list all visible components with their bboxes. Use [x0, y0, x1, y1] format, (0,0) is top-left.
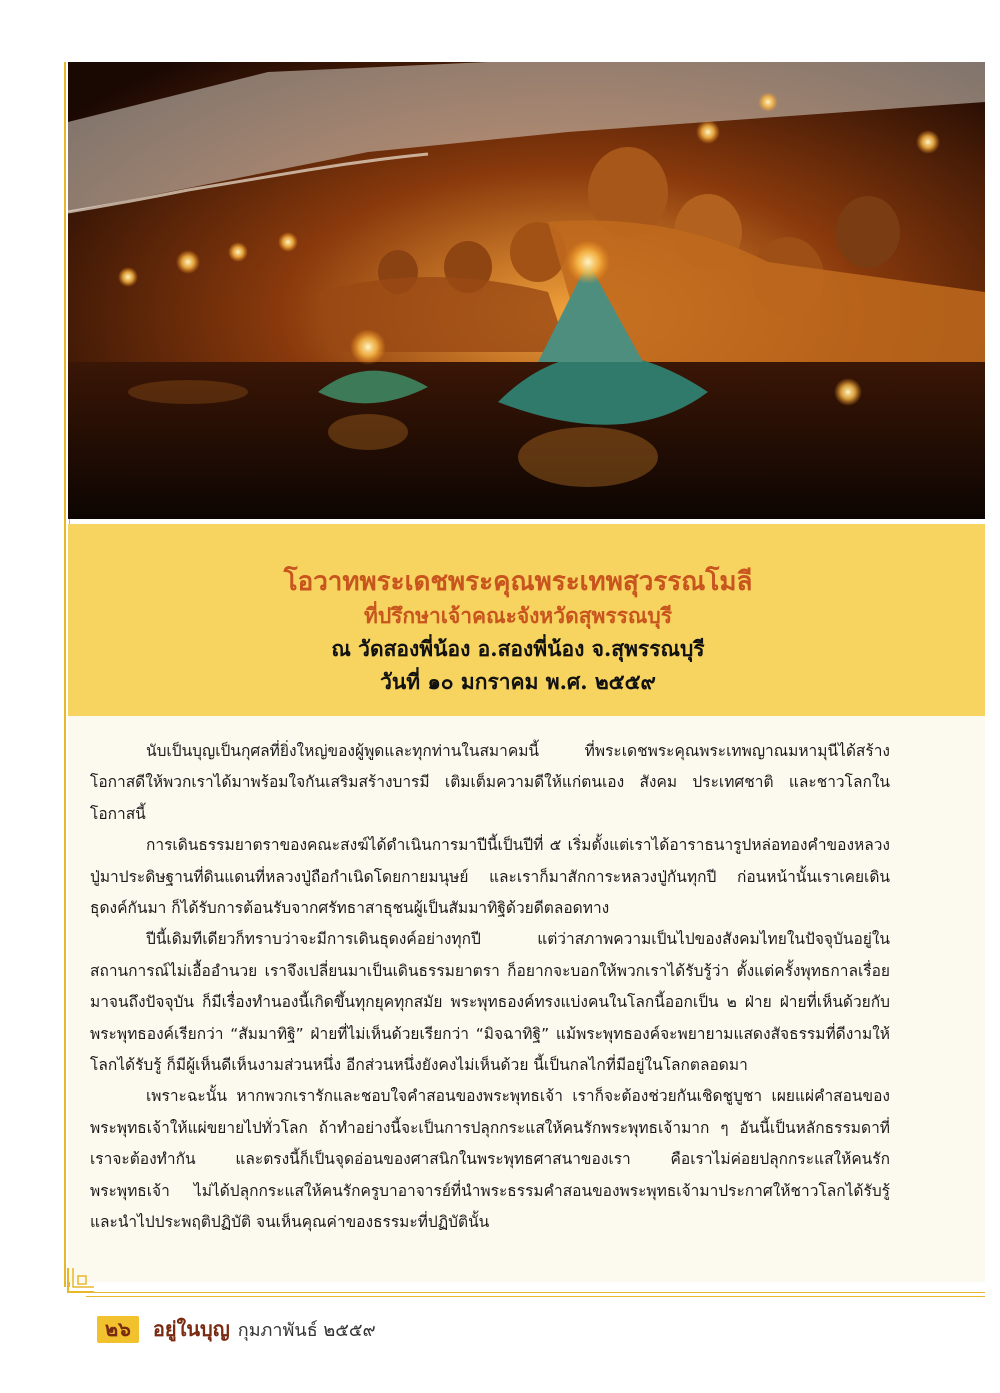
- krathong-ceremony-image: [68, 62, 985, 519]
- title-line-1: โอวาทพระเดชพระคุณพระเทพสุวรรณโมลี: [283, 567, 753, 597]
- title-box: [68, 524, 985, 716]
- cover-photo: [68, 62, 985, 519]
- paragraph-3: ปีนี้เดิมทีเดียวก็ทราบว่าจะมีการเดินธุดงค์อย่างทุกปี แต่ว่าสภาพความเป็นไปของสังคมไทยในปัจจุบันอยู่ในสถานการณ์ไม่เอื้ออำนวย เราจึงเปลี่ยนมาเป็นเดินธรรมยาตรา ก็อยากจะบอกให้พวกเราได้รับรู้ว่า ตั้งแต่ครั้งพุทธกาลเรื่อยมาจนถึงปัจจุบัน ก็มีเรื่องทำนองนี้เกิดขึ้นทุกยุคทุกสมัย พระพุทธองค์ทรงแบ่งคนในโลกนี้ออกเป็น ๒ ฝ่าย ฝ่ายที่เห็นด้วยกับพระพุทธองค์เรียกว่า “สัมมาทิฐิ” ฝ่ายที่ไม่เห็นด้วยเรียกว่า “มิจฉาทิฐิ” แม้พระพุทธองค์จะพยายามแสดงสัจธรรมที่ดีงามให้โลกได้รับรู้ ก็มีผู้เห็นดีเห็นงามส่วนหนึ่ง อีกส่วนหนึ่งยังคงไม่เห็นด้วย นี้เป็นกลไกที่มีอยู่ในโลกตลอดมา: [90, 930, 890, 1075]
- paragraph-1: นับเป็นบุญเป็นกุศลที่ยิ่งใหญ่ของผู้พูดและทุกท่านในสมาคมนี้ ที่พระเดชพระคุณพระเทพญาณมหามุนีได้สร้างโอกาสดีให้พวกเราได้มาพร้อมใจกันเสริมสร้างบารมี เติมเต็มความดีให้แก่ตนเอง สังคม ประเทศชาติ และชาวโลกในโอกาสนี้: [90, 742, 890, 823]
- bottom-rule: [86, 1292, 985, 1297]
- title-line-3: ณ วัดสองพี่น้อง อ.สองพี่น้อง จ.สุพรรณบุรี: [331, 636, 705, 661]
- magazine-name: อยู่ในบุญ: [152, 1317, 230, 1341]
- title-line-2: ที่ปรึกษาเจ้าคณะจังหวัดสุพรรณบุรี: [363, 603, 673, 628]
- paragraph-2: การเดินธรรมยาตราของคณะสงฆ์ได้ดำเนินการมาปีนี้เป็นปีที่ ๕ เริ่มตั้งแต่เราได้อาราธนารูปหล่อทองคำของหลวงปู่มาประดิษฐานที่ดินแดนที่หลวงปู่ถือกำเนิดโดยกายมนุษย์ และเราก็มาสักการะหลวงปู่กันทุกปี ก่อนหน้านั้นเราเคยเดินธุดงค์กันมา ก็ได้รับการต้อนรับจากศรัทธาสาธุชนผู้เป็นสัมมาทิฐิด้วยดีตลอดทาง: [90, 836, 890, 918]
- magazine-issue: กุมภาพันธ์ ๒๕๕๙: [237, 1319, 376, 1341]
- paragraph-4: เพราะฉะนั้น หากพวกเรารักและชอบใจคำสอนของพระพุทธเจ้า เราก็จะต้องช่วยกันเชิดชูบูชา เผยแผ่คำสอนของพระพุทธเจ้าให้แผ่ขยายไปทั่วโลก ถ้าทำอย่างนี้จะเป็นการปลุกกระแสให้คนรักพระพุทธเจ้ามาก ๆ อันนี้เป็นหลักธรรมดาที่เราจะต้องทำกัน และตรงนี้ก็เป็นจุดอ่อนของศาสนิกในพระพุทธศาสนาของเรา คือเราไม่ค่อยปลุกกระแสให้คนรักพระพุทธเจ้า ไม่ได้ปลุกกระแสให้คนรักครูบาอาจารย์ที่นำพระธรรมคำสอนของพระพุทธเจ้ามาประกาศให้ชาวโลกได้รับรู้และนำไปประพฤติปฏิบัติ จนเห็นคุณค่าของธรรมะที่ปฏิบัตินั้น: [90, 1087, 890, 1232]
- title-line-4: วันที่ ๑๐ มกราคม พ.ศ. ๒๕๕๙: [380, 669, 656, 694]
- article-body: [68, 716, 985, 1282]
- page-number: ๒๖: [97, 1316, 139, 1343]
- page-footer: [97, 1314, 376, 1344]
